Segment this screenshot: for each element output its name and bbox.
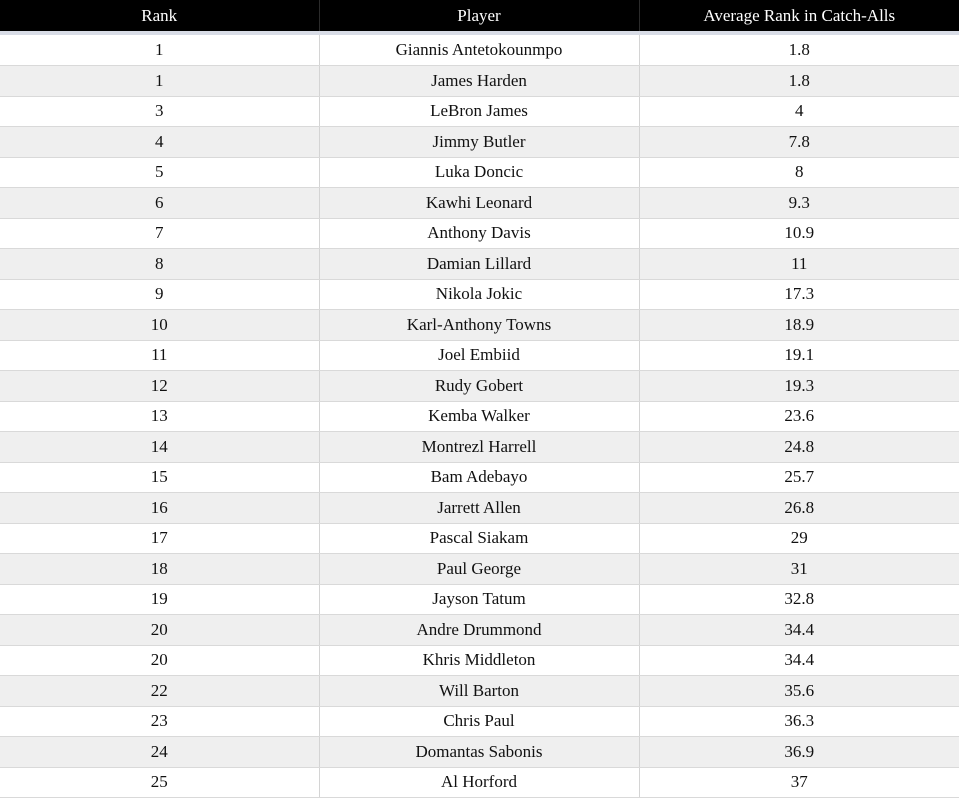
average-rank-cell: 37 (639, 767, 959, 798)
average-rank-cell: 29 (639, 523, 959, 554)
average-rank-cell: 8 (639, 157, 959, 188)
average-rank-cell: 31 (639, 554, 959, 585)
player-cell: Kawhi Leonard (319, 188, 639, 219)
table-row (0, 127, 959, 158)
player-cell: Pascal Siakam (319, 523, 639, 554)
rank-cell: 17 (0, 523, 319, 554)
rank-cell: 13 (0, 401, 319, 432)
average-rank-cell: 23.6 (639, 401, 959, 432)
player-cell: Bam Adebayo (319, 462, 639, 493)
average-rank-cell: 4 (639, 96, 959, 127)
table-row (0, 584, 959, 615)
rank-cell: 11 (0, 340, 319, 371)
rank-cell: 18 (0, 554, 319, 585)
rank-cell: 6 (0, 188, 319, 219)
player-cell: Montrezl Harrell (319, 432, 639, 463)
rank-cell: 10 (0, 310, 319, 341)
rank-cell: 24 (0, 737, 319, 768)
table-row (0, 554, 959, 585)
table-row (0, 66, 959, 97)
rank-cell: 16 (0, 493, 319, 524)
header-row (0, 0, 959, 31)
table-row (0, 310, 959, 341)
table-row (0, 340, 959, 371)
player-cell: Al Horford (319, 767, 639, 798)
table-row (0, 35, 959, 66)
player-cell: Damian Lillard (319, 249, 639, 280)
average-rank-cell: 19.1 (639, 340, 959, 371)
rank-cell: 3 (0, 96, 319, 127)
rank-cell: 25 (0, 767, 319, 798)
rank-cell: 23 (0, 706, 319, 737)
player-cell: Jarrett Allen (319, 493, 639, 524)
player-cell: Kemba Walker (319, 401, 639, 432)
player-cell: James Harden (319, 66, 639, 97)
average-rank-cell: 35.6 (639, 676, 959, 707)
table-row (0, 371, 959, 402)
average-rank-cell: 25.7 (639, 462, 959, 493)
rank-cell: 20 (0, 645, 319, 676)
rank-cell: 22 (0, 676, 319, 707)
average-rank-cell: 26.8 (639, 493, 959, 524)
rank-cell: 19 (0, 584, 319, 615)
player-cell: Anthony Davis (319, 218, 639, 249)
rank-cell: 20 (0, 615, 319, 646)
table-row (0, 706, 959, 737)
table-row (0, 645, 959, 676)
player-cell: Jayson Tatum (319, 584, 639, 615)
average-rank-cell: 36.3 (639, 706, 959, 737)
player-cell: Rudy Gobert (319, 371, 639, 402)
average-rank-cell: 19.3 (639, 371, 959, 402)
player-cell: LeBron James (319, 96, 639, 127)
table-row (0, 249, 959, 280)
average-rank-cell: 18.9 (639, 310, 959, 341)
player-cell: Karl-Anthony Towns (319, 310, 639, 341)
table-row (0, 676, 959, 707)
rank-cell: 1 (0, 66, 319, 97)
player-cell: Paul George (319, 554, 639, 585)
table-row (0, 615, 959, 646)
rank-cell: 9 (0, 279, 319, 310)
rank-cell: 4 (0, 127, 319, 158)
player-cell: Chris Paul (319, 706, 639, 737)
player-cell: Nikola Jokic (319, 279, 639, 310)
rank-cell: 15 (0, 462, 319, 493)
table-row (0, 493, 959, 524)
table-row (0, 401, 959, 432)
average-rank-cell: 36.9 (639, 737, 959, 768)
rank-cell: 1 (0, 35, 319, 66)
player-cell: Will Barton (319, 676, 639, 707)
table-row (0, 737, 959, 768)
player-cell: Andre Drummond (319, 615, 639, 646)
average-rank-cell: 24.8 (639, 432, 959, 463)
average-rank-cell: 17.3 (639, 279, 959, 310)
player-cell: Domantas Sabonis (319, 737, 639, 768)
table-row (0, 279, 959, 310)
table-row (0, 767, 959, 798)
player-cell: Jimmy Butler (319, 127, 639, 158)
table-row (0, 188, 959, 219)
average-rank-cell: 1.8 (639, 66, 959, 97)
column-header-average-rank[interactable]: Average Rank in Catch-Alls (703, 5, 896, 25)
table-row (0, 96, 959, 127)
average-rank-cell: 34.4 (639, 645, 959, 676)
player-cell: Joel Embiid (319, 340, 639, 371)
table-header (0, 0, 959, 31)
rank-cell: 8 (0, 249, 319, 280)
rank-cell: 7 (0, 218, 319, 249)
average-rank-cell: 10.9 (639, 218, 959, 249)
rank-cell: 12 (0, 371, 319, 402)
player-cell: Khris Middleton (319, 645, 639, 676)
rank-cell: 5 (0, 157, 319, 188)
average-rank-cell: 1.8 (639, 35, 959, 66)
table-row (0, 432, 959, 463)
player-cell: Giannis Antetokounmpo (319, 35, 639, 66)
table-row (0, 157, 959, 188)
average-rank-cell: 7.8 (639, 127, 959, 158)
player-cell: Luka Doncic (319, 157, 639, 188)
table-row (0, 218, 959, 249)
table-row (0, 523, 959, 554)
table-row (0, 462, 959, 493)
rank-cell: 14 (0, 432, 319, 463)
column-header-rank[interactable]: Rank (0, 0, 319, 31)
average-rank-cell: 34.4 (639, 615, 959, 646)
average-rank-cell: 9.3 (639, 188, 959, 219)
average-rank-cell: 32.8 (639, 584, 959, 615)
average-rank-cell: 11 (639, 249, 959, 280)
table-body (0, 31, 959, 798)
column-header-player[interactable]: Player (319, 0, 639, 31)
